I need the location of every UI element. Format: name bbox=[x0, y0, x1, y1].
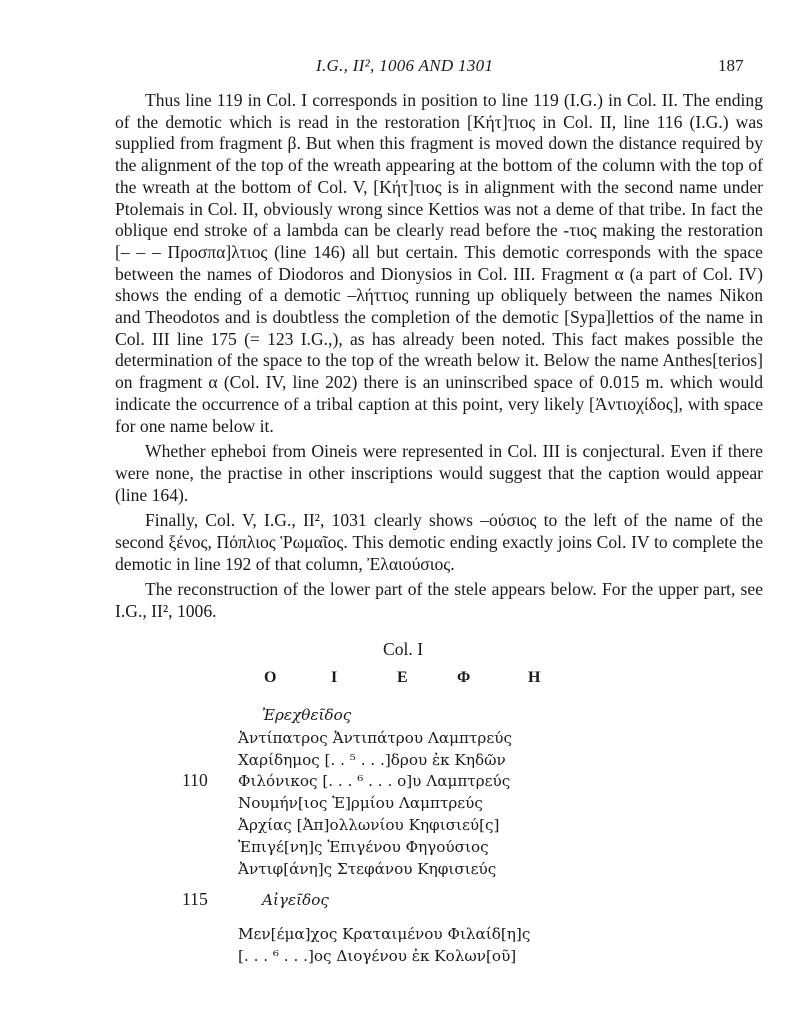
inscription-line: Ἀντιφ[άνη]ς Στεφάνου Κηφισιεύς bbox=[238, 860, 497, 878]
inscription-line: Ἀντίπατρος Ἀντιπάτρου Λαμπτρεύς bbox=[238, 729, 512, 747]
inscription-line: Μεν[έμα]χος Κραταιμένου Φιλαίδ[η]ς bbox=[238, 925, 531, 943]
paragraph-4: The reconstruction of the lower part of the stele appears below. For the upper part, see I.G., II², 1006. bbox=[115, 579, 763, 622]
tribe-caption: Αἰγεῖδος bbox=[262, 891, 329, 909]
page-number: 187 bbox=[718, 56, 744, 75]
line-number: 110 bbox=[182, 770, 208, 790]
inscription-letter: Φ bbox=[457, 669, 471, 686]
inscription-line: Φιλόνικος [. . . ⁶ . . . ο]υ Λαμπτρεύς bbox=[238, 772, 511, 790]
running-title: I.G., II², 1006 AND 1301 bbox=[316, 56, 494, 75]
inscription-letters bbox=[0, 669, 798, 693]
inscription-letter: Ε bbox=[397, 669, 408, 686]
inscription-line: Ἐπιγέ[νη]ς Ἐπιγένου Φηγούσιος bbox=[238, 838, 489, 856]
inscription-letter: Η bbox=[528, 669, 541, 686]
inscription-letter: Ο bbox=[264, 669, 277, 686]
line-number: 115 bbox=[182, 889, 208, 909]
inscription-line: [. . . ⁶ . . .]ος Διογένου ἐκ Κολων[οῦ] bbox=[238, 947, 517, 965]
paragraph-1: Thus line 119 in Col. I corresponds in position to line 119 (I.G.) in Col. II. The ending of the demotic which is read in the restoration [Κήτ]τιος in Col. II, line 116 (I.G.) was supplied from fragment β. But when this fragment is moved down the distance required by the alignment of the top of the wreath appearing at the bottom of the column with the top of the wreath at the bottom of Col. V, [Κήτ]τιος is in alignment with the second name under Ptolemais in Col. II, obviously wrong since Kettios was not a deme of that tribe. In fact the oblique end stroke of a lambda can be clearly read before the -τιος making the restoration [– – – Προσπα]λτιος (line 146) all but certain. This demotic corresponds with the space between the names of Diodoros and Dionysios in Col. III. Fragment α (a part of Col. IV) shows the ending of a demotic –λήττιος running up obliquely between the names Nikon and Theodotos and is doubtless the completion of the demotic [Sypa]lettios of the name in Col. III line 175 (= 123 I.G.,), as has already been noted. This fact makes possible the determination of the space to the top of the wreath below it. Below the name Anthes[terios] on fragment α (Col. IV, line 202) there is an uninscribed space of 0.015 m. which would indicate the occurrence of a tribal caption at this point, very likely [Ἀντιοχίδος], with space for one name below it. bbox=[115, 90, 763, 436]
body-text bbox=[115, 90, 763, 623]
paragraph-3: Finally, Col. V, I.G., II², 1031 clearly shows –ούσιος to the left of the name of the second ξένος, Πόπλιος Ῥωμαῖος. This demotic ending exactly joins Col. IV to complete the demotic in line 192 of that column, Ἐλαιούσιος. bbox=[115, 510, 763, 574]
inscription-letter: Ι bbox=[331, 669, 338, 686]
column-heading-text: Col. I bbox=[383, 639, 424, 659]
inscription-line: Χαρίδημος [. . ⁵ . . .]δρου ἐκ Κηδῶν bbox=[238, 751, 506, 769]
inscription-line: Ἀρχίας [Ἀπ]ολλωνίου Κηφισιεύ[ς] bbox=[238, 816, 500, 834]
paragraph-2: Whether epheboi from Oineis were represented in Col. III is conjectural. Even if there were none, the practise in other inscriptions would suggest that the caption would appear (line 164). bbox=[115, 441, 763, 505]
tribe-caption: Ἐρεχθεῖδος bbox=[262, 706, 352, 724]
inscription-line: Νουμήν[ιος Ἑ]ρμίου Λαμπτρεύς bbox=[238, 794, 483, 812]
running-head bbox=[0, 56, 798, 80]
